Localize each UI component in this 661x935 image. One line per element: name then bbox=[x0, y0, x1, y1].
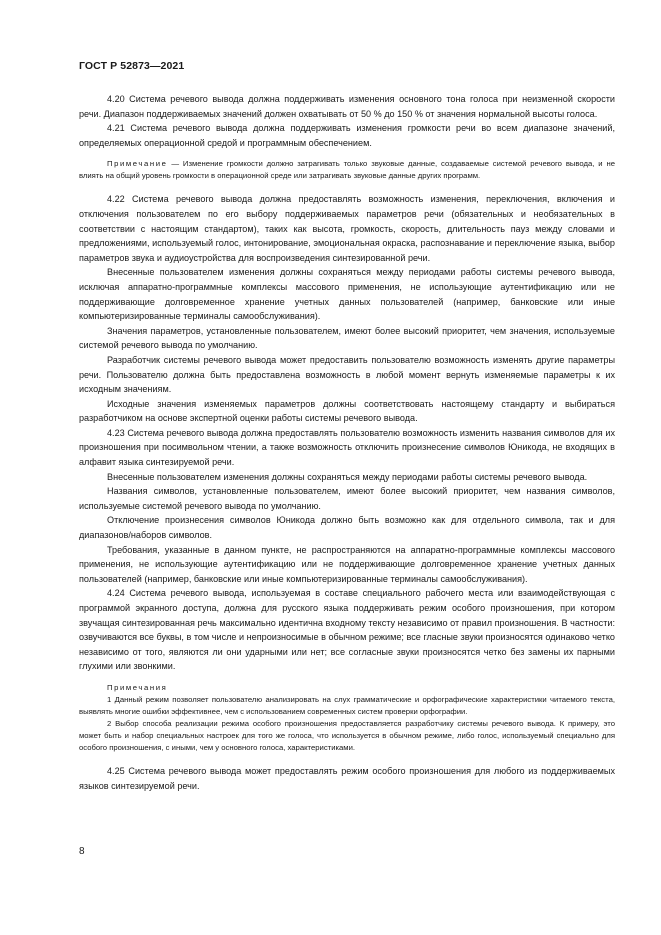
note-label: Примечание bbox=[107, 159, 168, 169]
clause-4-23: 4.23 Система речевого вывода должна предоставлять пользователю возможность изменить названия символов для их произношения при посимвольном чтении, а также возможность отключить произнесение символов Юникода, не входящих в алфавит языка синтезируемой речи. bbox=[79, 427, 615, 468]
note-item-1: 1 Данный режим позволяет пользователю анализировать на слух грамматические и орфографические характеристики читаемого текста, выявлять многие ошибки эффективнее, чем с использованием современных систем проверки орфографии. bbox=[79, 694, 615, 716]
clause-4-22: 4.22 Система речевого вывода должна предоставлять возможность изменения, переключения, включения и отключения пользователем по его выбору поддерживаемых параметров речи (обязательных и необязательных в соответствии с настоящим стандартом), таких как высота, громкость, скорость, длительность пауз между словами и предложениями, используемый голос, интонирование, эмоциональная окраска, распознавание и переключение языка, выбор параметров звука и аудиоустройства для воспроизведения синтезированной речи. bbox=[79, 194, 615, 263]
clause-4-23-persistence: Внесенные пользователем изменения должны сохраняться между периодами работы системы речевого вывода. bbox=[107, 471, 588, 482]
clause-4-22-developer: Разработчик системы речевого вывода может предоставить пользователю возможность изменять другие параметры речи. Пользователю должна быть предоставлена возможность в любой момент вернуть изменяемые параметры к их исходным значениям. bbox=[79, 354, 615, 395]
clause-4-21: 4.21 Система речевого вывода должна поддерживать изменения громкости речи во всем диапазоне значений, определяемых операционной средой и программным обеспечением. bbox=[79, 123, 615, 148]
note-item-2: 2 Выбор способа реализации режима особого произношения предоставляется разработчику системы речевого вывода. К примеру, это может быть и набор специальных настроек для того же голоса, что используется в обычном режиме, либо голос, используемый специально для особого произношения, с иными, чем у основного голоса, характеристиками. bbox=[79, 718, 615, 752]
note-4-21 bbox=[79, 158, 615, 182]
clause-4-23-unicode: Отключение произнесения символов Юникода должно быть возможно как для отдельного символа, так и для диапазонов/наборов символов. bbox=[79, 515, 615, 541]
clause-4-22-defaults: Исходные значения изменяемых параметров должны соответствовать настоящему стандарту и выбираться разработчиком на основе экспертной оценки работы системы речевого вывода. bbox=[79, 398, 615, 424]
page-number: 8 bbox=[79, 846, 85, 857]
note-text: — Изменение громкости должно затрагивать только звуковые данные, создаваемые системой речевого вывода, и не влиять на общий уровень громкости в операционной среде или затрагивать звуковые данные других программ. bbox=[79, 159, 615, 181]
clause-4-23-priority: Названия символов, установленные пользователем, имеют более высокий приоритет, чем названия символов, используемые системой речевого вывода по умолчанию. bbox=[79, 486, 615, 511]
clause-4-20: 4.20 Система речевого вывода должна поддерживать изменения основного тона голоса при неизменной скорости речи. Диапазон поддерживаемых значений должен охватывать от 50 % до 150 % от значения нормальной высоты голоса. bbox=[79, 94, 615, 119]
clause-4-25: 4.25 Система речевого вывода может предоставлять режим особого произношения для любого из поддерживаемых языков синтезируемой речи. bbox=[79, 765, 615, 791]
clause-4-22-priority: Значения параметров, установленные пользователем, имеют более высокий приоритет, чем значения, используемые системой речевого вывода по умолчанию. bbox=[79, 325, 615, 351]
document-body bbox=[79, 92, 615, 793]
notes-label-text: Примечания bbox=[107, 682, 168, 692]
document-header: ГОСТ Р 52873—2021 bbox=[79, 60, 185, 72]
clause-4-22-persistence: Внесенные пользователем изменения должны сохраняться между периодами работы системы речевого вывода, исключая аппаратно-программные комплексы массового применения, не использующие аутентификацию или не поддерживающие долговременное хранение учетных данных пользователей (например, банковские или иные компьютеризированные терминалы самообслуживания). bbox=[79, 267, 615, 322]
clause-4-23-exceptions: Требования, указанные в данном пункте, не распространяются на аппаратно-программные комплексы массового применения, не использующие аутентификацию или не поддерживающие долговременное хранение учетных данных пользователей (например, банковские или иные компьютеризированные терминалы самообслуживания). bbox=[79, 544, 615, 584]
clause-4-24: 4.24 Система речевого вывода, используемая в составе специального рабочего места или взаимодействующая с программой экранного доступа, должна для русского языка поддерживать режим особого произношения, при котором звучащая синтезированная речь максимально идентична входному тексту независимо от правил произношения. В частности: озвучиваются все буквы, в том числе и непроизносимые в обычном режиме; все гласные звуки произносятся одинаково четко независимо от того, являются ли они ударными или нет; все согласные звуки произносятся четко без замены их парными глухими или звонкими. bbox=[79, 588, 615, 672]
notes-label bbox=[79, 682, 615, 694]
